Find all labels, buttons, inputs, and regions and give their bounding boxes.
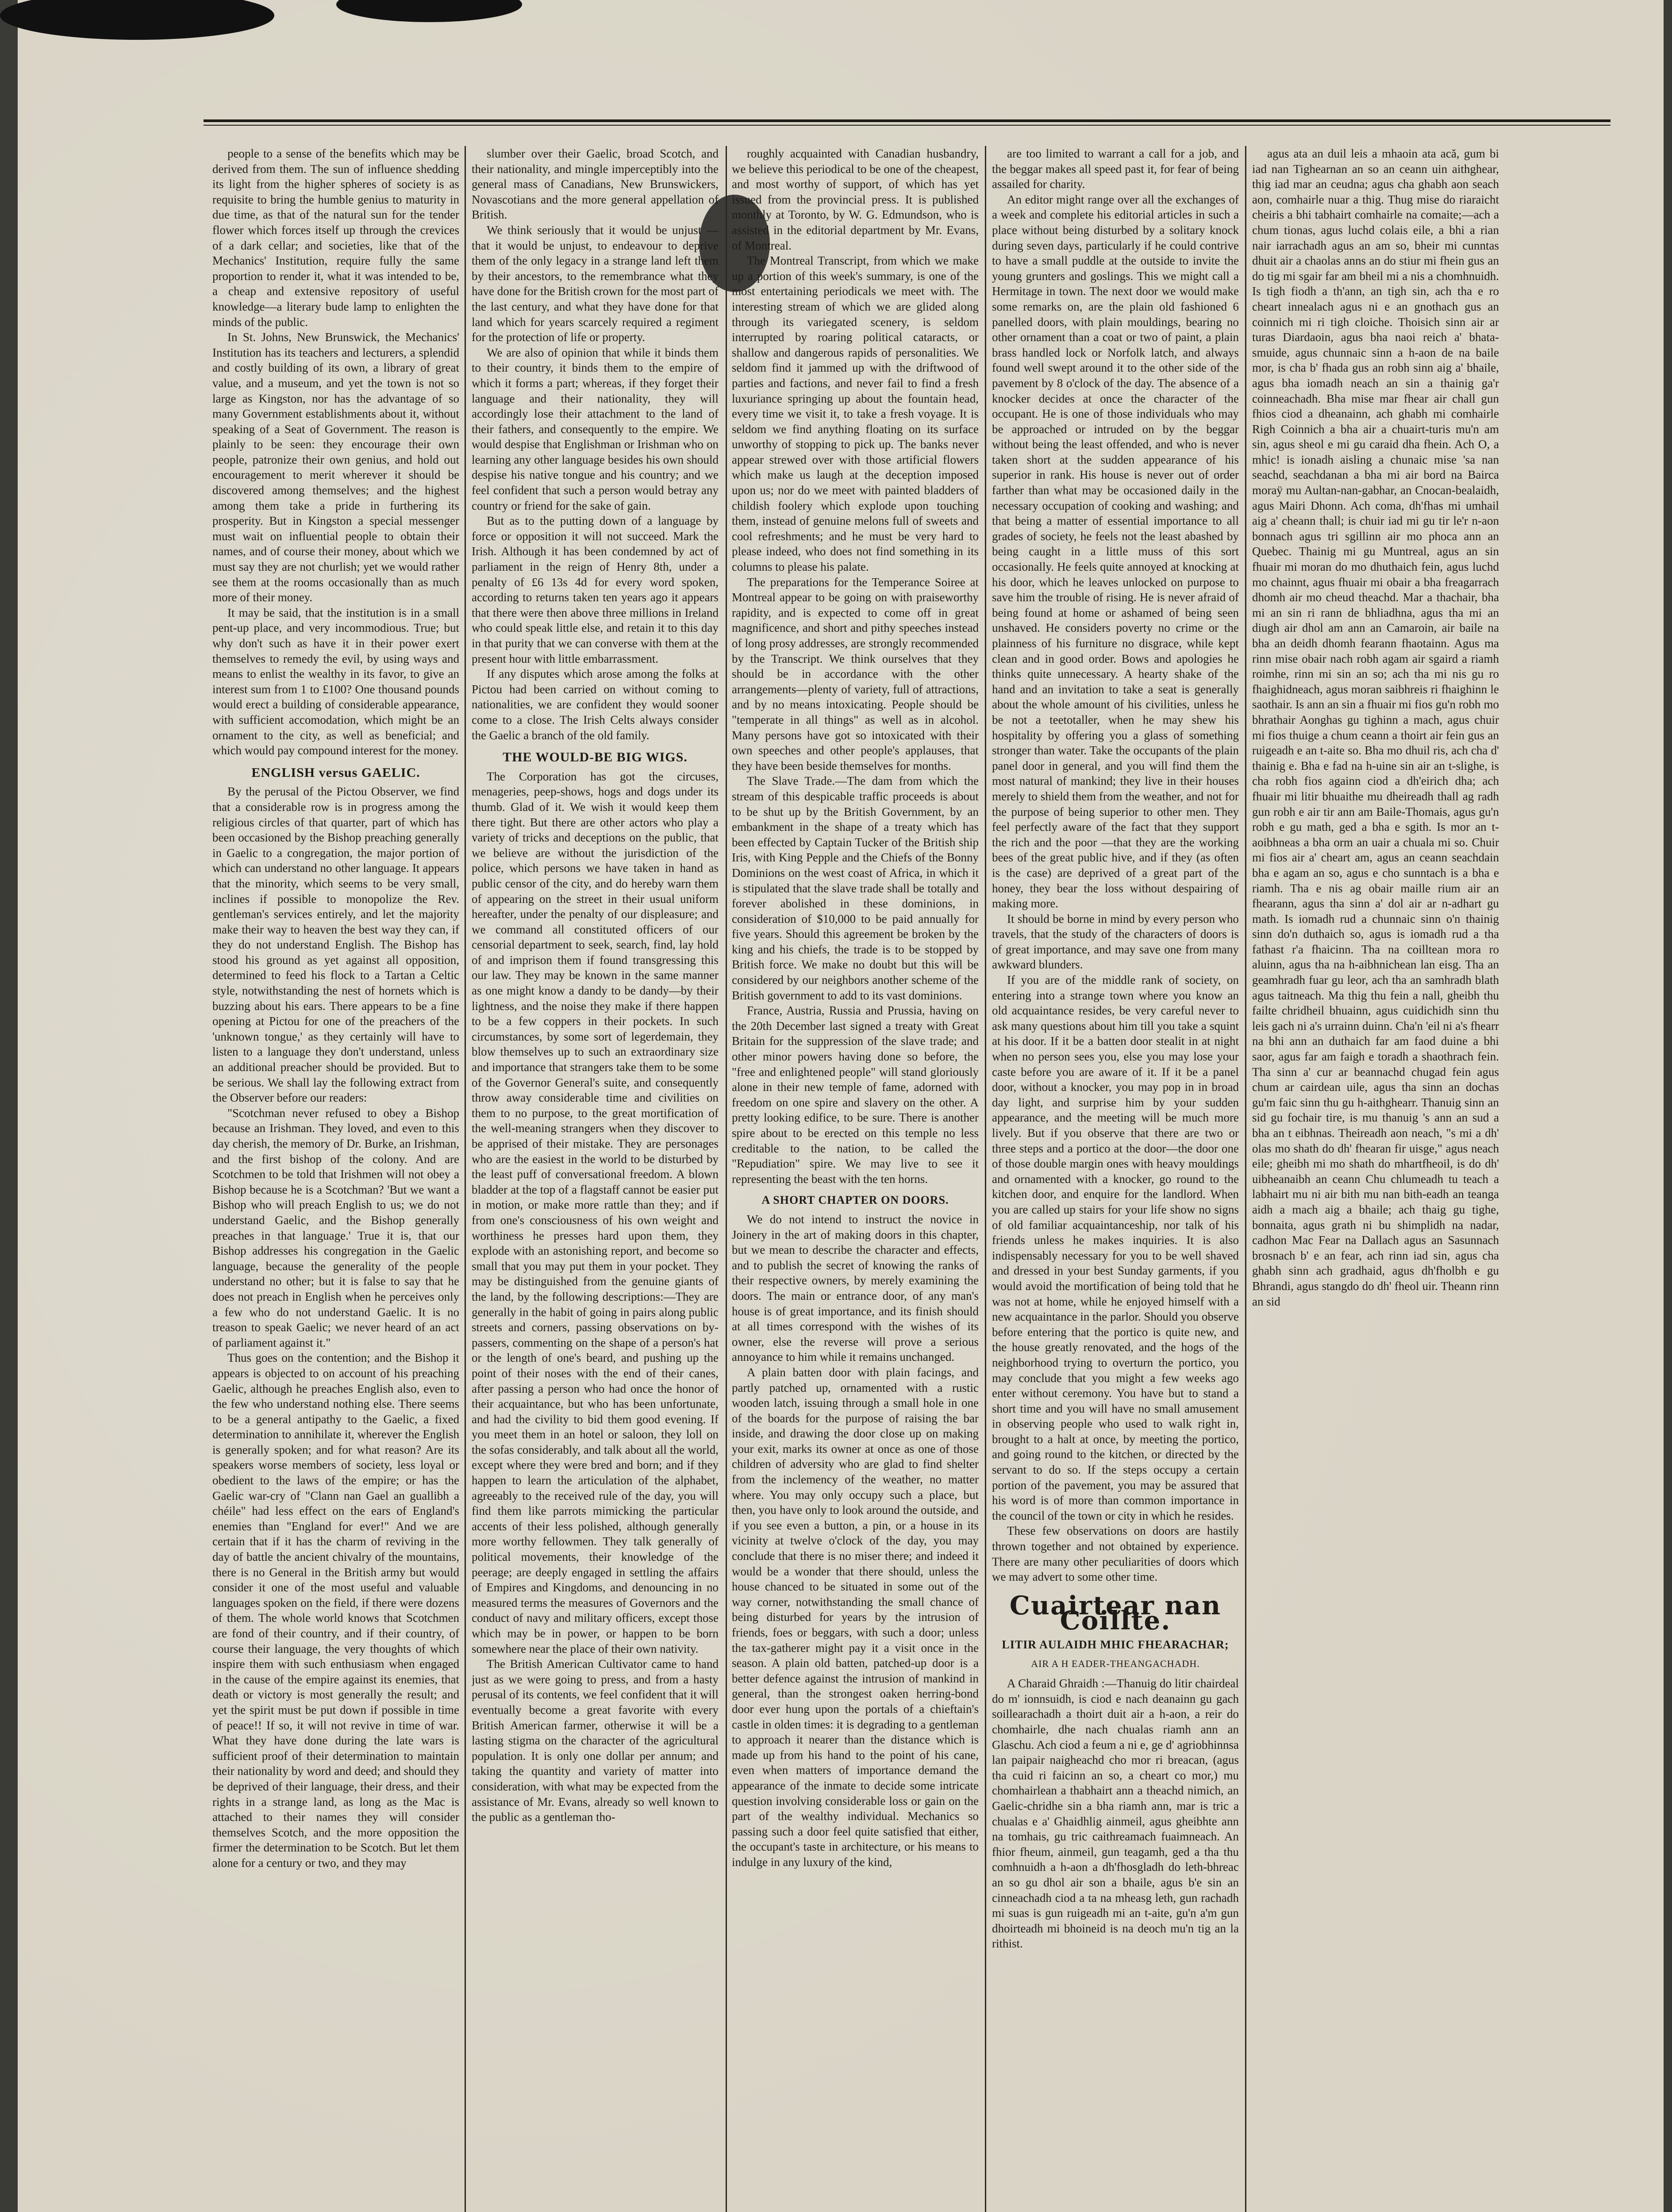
column-3 (732, 146, 979, 2212)
article-paragraph: It should be borne in mind by every person who travels, that the study of the characters of doors is of great importance, and may save one from many awkward blunders. (992, 912, 1239, 972)
article-paragraph: The Slave Trade.—The dam from which the stream of this despicable traffic proceeds is about to be shut up by the British Government, by an embankment in the shape of a treaty which has been effected by Captain Tucker of the British ship Iris, with King Pepple and the Chiefs of the Bonny Dominions on the west coast of Africa, in which it is stipulated that the slave trade shall be totally and forever abolished in these dominions, in consideration of $10,000 to be paid annually for five years. Should this agreement be broken by the king and his chiefs, the trade is to be stopped by British force. We make no doubt but this will be considered by our neighbors another scheme of the British government to add to its vast dominions. (732, 774, 979, 1002)
column-divider-2 (726, 146, 727, 2212)
header-rule (204, 119, 1611, 122)
article-paragraph: We are also of opinion that while it binds them to their country, it binds them to the empire of which it forms a part; whereas, if they forget their language and their nationality, they will accordingly lose their attachment to the land of their fathers, and consequently to the empire. We would despise that Englishman or Irishman who on learning any other language besides his own should despise his native tongue and his country; and we feel confident that such a person would betray any country or friend for the sake of gain. (472, 346, 719, 512)
article-paragraph: people to a sense of the benefits which may be derived from them. The sun of influence shedding its light from the higher spheres of society is as requisite to bring the humble genius to maturity in due time, as that of the natural sun for the tender flower which forces itself up through the crevices of a dark cellar; and societies, like that of the Mechanics' Institution, require fully the same proportion to render it, what it was intended to be, a cheap and extensive repository of useful knowledge—a literary bude lamp to enlighten the minds of the public. (212, 147, 459, 329)
article-paragraph: If you are of the middle rank of society, on entering into a strange town where you know an old acquaintance resides, be very careful never to ask many questions about him till you take a squint at his door. If it be a batten door stealit in at night when no person sees you, else you may lose your caste before you are aware of it. If it be a panel door, without a knocker, you may pop in in broad day light, and surprise him by your sudden appearance, and the meeting will be much more lively. But if you observe that there are two or three steps and a portico at the door—the door one of those double margin ones with heavy mouldings and ornamented with a knocker, go round to the kitchen door, and enquire for the landlord. When you are called up stairs for your life show no signs of old familiar acquaintanceship, nor talk of his friends unless he makes inquiries. It is also indispensably necessary for you to be well shaved and dressed in your best Sunday garments, if you would avoid the mortification of being told that he was not at home, while he enjoyed himself with a new acquaintance in the parlor. Should you observe before entering that the portico is quite new, and the house greatly renovated, and the hogs of the neighborhood trying to overturn the portico, you may conclude that you might a few weeks ago enter without ceremony. You have but to stand a short time and you will have no small amusement in observing people who used to walk right in, brought to a halt at once, by meeting the portico, and going round to the kitchen, or directed by the servant to do so. If the steps occupy a certain portion of the pavement, you may be assured that his word is of more than common importance in the council of the town or city in which he resides. (992, 973, 1239, 1522)
column-2 (472, 146, 719, 2212)
article-paragraph: The preparations for the Temperance Soiree at Montreal appear to be going on with praiseworthy rapidity, and is expected to come off in great magnificence, and short and pithy speeches instead of long prosy addresses, are strongly recommended by the Transcript. We think ourselves that they should be in accordance with the other arrangements—plenty of variety, full of attractions, and by no means intoxicating. People should be "temperate in all things" as well as in alcohol. Many persons have got so intoxicated with their own speeches and other people's applauses, that they have been beside themselves for months. (732, 575, 979, 772)
article-byline: AIR A H EADER-THEANGACHADH. (1031, 1658, 1200, 1669)
article-paragraph: An editor might range over all the exchanges of a week and complete his editorial articles in such a place without being disturbed by a solitary knock during seven days, particularly if he could contrive to have a small puddle at the outside to invite the young grunters and goslings. This we might call a Hermitage in town. The next door we would make some remarks on, are the plain old fashioned 6 panelled doors, with plain mouldings, bearing no other ornament than a coat or two of paint, a plain brass handled lock or Norfolk latch, and always found well swept around it to the other side of the pavement by 8 o'clock of the day. The absence of a knocker decides at once the character of the occupant. He is one of those individuals who may be approached or intruded on by the beggar without being the least offended, and who is never taken short at the sudden appearance of his superior in rank. His house is never out of order farther than what may be occasioned daily in the necessary occupation of cooking and washing; and that being a matter of essential importance to all grades of society, he feels not the least abashed by being caught in a little muss of this sort occasionally. He feels quite annoyed at knocking at his door, which he leaves unlocked on purpose to save him the trouble of rising. He is never afraid of being found at home or ashamed of being seen unshaved. He considers poverty no crime or the plainness of his furniture no disgrace, while kept clean and in good order. Bows and apologies he thinks quite unnecessary. A hearty shake of the hand and an invitation to take a seat is generally about the whole amount of his civilities, unless he be not a teetotaller, when he may shew his hospitality by offering you a glass of something stronger than water. Take the occupants of the plain panel door in general, and you will find them the most natural of mankind; they live in their houses merely to shield them from the weather, and not for the purpose of being superior to other men. They feel perfectly aware of the fact that they support the rich and the poor —that they are the working bees of the great public hive, and if they (as often is the case) are deprived of a great part of the honey, they bear the loss without despairing of making more. (992, 192, 1239, 910)
article-paragraph: "Scotchman never refused to obey a Bishop because an Irishman. They loved, and even to this day cherish, the memory of Dr. Burke, an Irishman, and the first bishop of the colony. And are Scotchmen to be told that Irishmen will not obey a Bishop because he is a Scotchman? 'But we want a Bishop who will preach English to us; we do not understand Gaelic, and the Bishop generally preaches in that language.' True it is, that our Bishop addresses his congregation in the Gaelic language, because the generality of the people understand no other; but it is false to say that he does not preach in English when he perceives only a few who do not understand Gaelic. It is no treason to speak Gaelic; we never heard of an act of parliament against it." (212, 1106, 459, 1349)
article-headline: THE WOULD-BE BIG WIGS. (503, 750, 688, 765)
article-paragraph: A plain batten door with plain facings, and partly patched up, ornamented with a rustic wooden latch, issuing through a small hole in one of the boards for the purpose of raising the bar inside, and drawing the door close up on making your exit, marks its owner at once as one of those children of adversity who are glad to find shelter from the inclemency of the weather, no matter where. You may only occupy such a place, but then, you have only to look around the outside, and if you see even a button, a pin, or a house in its vicinity at twelve o'clock of the day, you may conclude that there is no miser there; and indeed it would be a wonder that there should, unless the house chanced to be situated in some out of the way corner, notwithstanding the small chance of being disturbed for years by the intrusion of friends, foes or beggars, with such a door; unless the tax-gatherer might pay it a visit once in the season. A plain old batten, patched-up door is a better defence against the intrusion of mankind in general, than the strongest oaken herring-bond door ever hung upon the portals of a chieftain's castle in olden times: it is degrading to a gentleman to approach it nearer than the distance which is made up from his hand to the point of his cane, even when matters of importance demand the appearance of the inmate to decide some intricate question involving considerable loss or gain on the part of the wealthy individual. Mechanics so passing such a door feel quite satisfied that either, the occupant's taste in architecture, or his means to indulge in any luxury of the kind, (732, 1365, 979, 1869)
article-paragraph: roughly acquainted with Canadian husbandry, we believe this periodical to be one of the cheapest, and most worthy of support, of which has yet issued from the provincial press. It is published monthly at Toronto, by W. G. Edmundson, who is assisted in the editorial department by Mr. Evans, of Montreal. (732, 147, 979, 252)
column-1 (212, 146, 459, 2212)
column-5 (1252, 146, 1499, 2212)
article-paragraph: A Charaid Ghraidh :—Thanuig do litir chairdeal do m' ionnsuidh, is ciod e nach deanainn gu gach soillearachadh a thoirt duit air a h-aon, a reir do chomhairle, dhe nach chualas riamh ann an Glaschu. Ach ciod a feum a ni e, ge d' agriobhinnsa lan paipair naigheachd cho mor ri breacan, (agus tha cuid ri faicinn an so, a cheart co mor,) mu chomhairlean a thabhairt ann a theachd nimich, an Gaelic-chridhe sin a bha riamh ann, mar is tric a chualas e a' Ghaidhlig ainmeil, agus gheibhte ann na tomhais, gu tric caithreamach fuaimneach. An fhior fheum, ainmeil, gun teagamh, ged a tha thu comhnuidh a h-aon a dh'fhosgladh do leth-bhreac an so gu dhol air son a bhaile, agus b'e sin an cinneachadh ciod a ta na mheasg leth, gun rachadh mi suas is gun ruigeadh mi an t-aite, gu'n a'm gun dhoirteadh mi bhoineid is na deoch mu'n tig an la rithist. (992, 1677, 1239, 1951)
article-paragraph: The British American Cultivator came to hand just as we were going to press, and from a hasty perusal of its contents, we feel confident that it will eventually become a great favorite with every British American farmer, otherwise it will be a lasting stigma on the character of the agricultural population. It is only one dollar per annum; and taking the quantity and variety of matter into consideration, with what may be expected from the assistance of Mr. Evans, already so well known to the public as a gentleman tho- (472, 1657, 719, 1824)
article-paragraph: Thus goes on the contention; and the Bishop it appears is objected to on account of his preaching Gaelic, although he preaches English also, even to the few who understand nothing else. There seems to be a general antipathy to the Gaelic, a fixed determination to annihilate it, wherever the English is generally spoken; and for what reason? Are its speakers worse members of society, less loyal or obedient to the laws of the empire; or has the Gaelic war-cry of "Clann nan Gael an guallibh a chéile" had less effect on the ears of England's enemies than "England for ever!" And we are certain that if it has the charm of reviving in the day of battle the ancient chivalry of the mountains, there is no General in the British army but would consider it one of the most useful and valuable languages spoken on the field, if there were dozens of them. The whole world knows that Scotchmen are fond of their country, and if their country, of course their language, the very thoughts of which inspire them with such enthusiasm when engaged in the cause of the empire against its enemies, that death or victory is most generally the result; and yet the spirit must be put down if possible in time of peace!! If so, it will not revive in time of war. What they have done during the late wars is sufficient proof of their determination to maintain their nationality by word and deed; and should they be deprived of their language, their dress, and their rights in a strange land, as long as the Mac is attached to their names they will consider themselves Scotch, and the more opposition the firmer the determination to be Scotch. But let them alone for a century or two, and they may (212, 1351, 459, 1870)
article-paragraph: France, Austria, Russia and Prussia, having on the 20th December last signed a treaty with Great Britain for the suppression of the slave trade; and other minor powers having done so before, the "free and enlightened people" will stand gloriously alone in their new temple of fame, adorned with freedom on one spire and slavery on the other. A pretty looking edifice, to be sure. There is another spire about to be erected on this temple no less creditable to the nation, to be called the "Repudiation" spire. We may live to see it representing the beast with the ten horns. (732, 1004, 979, 1186)
article-paragraph: We think seriously that it would be unjust —that it would be unjust, to endeavour to deprive them of the only legacy in a strange land left them by their ancestors, to the remembrance what they have done for the British crown for the most part of the last century, and what they have done for that land which for years scarcely required a regiment for the protection of life or property. (472, 223, 719, 344)
article-paragraph: It may be said, that the institution is in a small pent-up place, and very incommodious. True; but why don't such as have it in their power exert themselves to remedy the evil, by using ways and means to enlist the wealthy in its favor, to give an interest sum from 1 to £100? One thousand pounds would erect a building of considerable appearance, with sufficient accomodation, which might be an ornament to the city, as well as beneficial; and which would pay compound interest for the money. (212, 606, 459, 757)
article-paragraph: If any disputes which arose among the folks at Pictou had been carried on without coming to nationalities, we are confident they would sooner come to a close. The Irish Celts always consider the Gaelic a branch of the old family. (472, 667, 719, 742)
article-paragraph: In St. Johns, New Brunswick, the Mechanics' Institution has its teachers and lecturers, a splendid and costly building of its own, a library of great value, and a museum, and yet the town is not so large as Kingston, nor has the advantage of so many Government establishments about it, without speaking of a Seat of Government. The reason is plainly to be seen: they encourage their own people, patronize their own genius, and hold out encouragement to merit wherever it should be discovered among themselves; and the highest among them take a pride in furthering its prosperity. But in Kingston a special messenger must wait on influential people to obtain their names, and of course their money, about which we must say they are not churlish; yet we would rather see them at the rooms occasionally than as much more of their money. (212, 330, 459, 604)
article-subheadline: A SHORT CHAPTER ON DOORS. (761, 1194, 949, 1207)
header-rule-thin (204, 125, 1611, 126)
article-paragraph: slumber over their Gaelic, broad Scotch, and their nationality, and mingle imperceptibly into the general mass of Canadians, New Brunswickers, Novascotians and the more general appellation of British. (472, 147, 719, 222)
article-paragraph: agus ata an duil leis a mhaoin ata acă, gum bi iad nan Tighearnan an so an ceann uin aithghear, thig iad mar an ceudna; agus cha ghabh aon seach aon, comhairle nuar a thig. Thug mise do riaraicht cheiris a bhi tabhairt comhairle na comaite;—ach a chum tionas, agus luchd colais eile, a bhi a rian nair iarrachadh agus an am so, bheir mi cunntas dhuit air a chaolas anns an do stiur mi fhein gus an do tig mi sgair far am bheil mi a nis a chomhnuidh. Is tigh fiodh a th'ann, an tigh sin, ach tha e ro cheart innealach agus ni e an gnothach gus an coinnich mi ri tigh cloiche. Thoisich sinn air ar turas Diardaoin, agus bha naoi reich a' bhata-smuide, agus chunnaic sinn a h-aon de na baile mor, is cha b' fhada gus an robh sinn aig a' bhaile, agus bha iomadh neach an sin a thainig ga'r coinneachadh. Bha mise mar fhear air chall gun fhios ciod a dheanainn, ach ghabh mi comhairle Righ Coinnich a bha air a chuairt-turis mu'n am sin, agus sheol e mi gu caraid dha fhein. Ach O, a mhic! is ionadh aisling a chunaic mise 'sa nan seachd, seachdanan a bha mi air bord na Bairca moraÿ mu Aultan-nan-gabhar, an Cnocan-bealaidh, agus Mairi Dhonn. Ach coma, dh'fhas mi umhail aig a' cheann thall; is chuir iad mi gu tir le'r n-aon bonnach agus tri sgillinn air mo phoca ann an Quebec. Thainig mi gu Muntreal, agus an sin fhuair mi moran do mo dhuthaich fein, agus luchd mo chainnt, agus fhuair mi obair a bha freagarrach dhomh air mo cheud theachd. Mar a thachair, bha mi an sin ri rann de bhliadhna, agus tha mi an diugh air dhol am ann an Camaroin, air baile na bha an deidh dhomh fearann fhaotainn. Agus ma rinn mise obair nach robh agam air sgaird a riamh roimhe, rinn mi sin an so; ach tha mi nis gu ro fhaighidneach, agus moran saibhreis ri fhaighinn le saothair. Is ann an sin a fhuair mi fios gu'n robh mo bhrathair Aonghas gu tighinn a mach, agus chuir mi fios thuige a chum ceann a thoirt air fein gus an ruigeadh e an t-aite so. Bha mo dhuil ris, ach cha d' thainig e. Bha e fad na h-uine sin air an t-slighe, is cha robh fios againn ciod a dh'eirich dha; ach fhuair mi litir bhuaithe mu dheireadh thall ag radh gun robh e air tir ann am Baile-Thomais, agus gu'n robh e gu math, ged a bha e sgith. Is mor an t-aoibhneas a bha orm an uair a chuala mi so. Chuir mi fios air a' cheart am, agus an ceann seachdain bha e agam an so, agus e cho sunntach is a bha e riamh. Tha e nis ag obair maille rium air an fhearann, agus tha sinn a' dol air ar n-adhart gu math. Is iomadh rud a chunnaic sinn o'n thainig sinn do'n duthaich so, agus is iomadh rud a tha fathast r'a fhaicinn. Tha na coilltean mora ro aluinn, agus tha na h-aibhnichean lan eisg. Tha an geamhradh fuar gu leor, ach tha an samhradh blath agus taitneach. Ma thig thu fein a nall, gheibh thu failte chridheil bhuainn, agus cuidichidh sinn thu leis gach ni a's urrainn duinn. Cha'n 'eil ni a's fhearr na bhi ann an duthaich far am faod duine a bhi saor, agus far am faigh e toradh a shaothrach fein. Tha sinn a' cur ar beannachd chugad fein agus chum ar cairdean uile, agus tha sinn an dochas gu'm faic sinn thu gu h-aithghearr. Thanuig sinn an sid gu fochair tire, is mu thanuig 's ann an sud a bha an t eibhnas. Theireadh aon neach, "s mi a dh' olas mo shath do dh' fhearan fir uisge," agus neach eile; gheibh mi mo shath do mhartfheoil, is do dh' uibheanaibh an ceann Chu chlumeadh tu teach a labhairt mu ni air bith mu nan bith-eadh an teanga aidh a mach aig a bhaile; ach thaig gu tighe, bonnaita, agus grath ni bu shimplidh na nadar, cadhon Mac Fear na Dallach agus an Sasunnach brosnach b' e an fear, ach rinn iad sin, agus cha ghabh sinn ach gradhaid, agus dh'fholbh e gu Bhrandi, agus stangdo do dh' fheol uir. Theann rinn an sid (1252, 147, 1499, 1308)
article-paragraph: By the perusal of the Pictou Observer, we find that a considerable row is in progress among the religious circles of that quarter, part of which has been occasioned by the Bishop preaching generally in Gaelic to a congregation, the major portion of which can understand no other language. It appears that the minority, which seems to be very small, inclines if possible to monopolize the Rev. gentleman's services entirely, and let the majority make their way to heaven the best way they can, if they do not understand English. The Bishop has stood his ground as yet against all opposition, determined to feed his flock to a Tartan a Celtic style, notwithstanding the nest of hornets which is buzzing about his ears. There appears to be a fine opening at Pictou for one of the preachers of the 'unknown tongue,' as they certainly will have to listen to a language they don't understand, unless an additional preacher should be provided. But to be serious. We shall lay the following extract from the Observer before our readers: (212, 785, 459, 1105)
section-masthead: Cuairtear nan Coillte. (1009, 1590, 1222, 1636)
article-paragraph: The Montreal Transcript, from which we make up a portion of this week's summary, is one of the most entertaining periodicals we meet with. The interesting stream of which we are glided along through its variegated scenery, is seldom interrupted by roaring political cataracts, or shallow and dangerous rapids of personalities. We seldom find it jammed up with the driftwood of parties and factions, and never fail to find a fresh luxuriance springing up about the fountain head, every time we visit it, to take a fresh voyage. It is seldom we find anything floating on its surface unworthy of stopping to pick up. The banks never appear strewed over with those artificial flowers which make us laugh at the deception imposed upon us; nor do we meet with painted bladders of childish foolery which explode upon touching them, instead of genuine melons full of sweets and cool refreshments; and he must be very hard to please indeed, who does not find something in its columns to please his palate. (732, 254, 979, 574)
column-divider-3 (985, 146, 986, 2212)
newspaper-page (18, 0, 1664, 2212)
article-headline: ENGLISH versus GAELIC. (251, 765, 420, 780)
article-paragraph: But as to the putting down of a language by force or opposition it will not succeed. Mark the Irish. Although it has been condemned by act of parliament in the reign of Henry 8th, under a penalty of £6 13s 4d for every word spoken, according to returns taken ten years ago it appears that there were then above three millions in Ireland who could speak little else, and retain it to this day in that purity that we can converse with them at the present hour with little embarrassment. (472, 514, 719, 665)
column-4 (992, 146, 1239, 2212)
ink-blot-top-left (0, 0, 274, 40)
column-divider-1 (465, 146, 466, 2212)
article-paragraph: The Corporation has got the circuses, menageries, peep-shows, hogs and dogs under its thumb. Glad of it. We wish it would keep them there tight. But there are other actors who play a variety of tricks and deceptions on the public, that we believe are without the jurisdiction of the police, which persons we have taken in hand as public censor of the city, and do hereby warn them of appearing on the street in their usual uniform hereafter, under the penalty of our displeasure; and we command all constituted officers of our censorial department to seek, search, find, lay hold of and imprison them if found transgressing this our law. They may be known in the same manner as one might know a dandy to be dandy—by their lightness, and the noise they make if there happen to be a few coppers in their pockets. In such circumstances, by some sort of legerdemain, they blow themselves up to such an extraordinary size and importance that strangers take them to be some of the Governor General's suite, and consequently throw away considerable time and civilities on them to no purpose, to the great mortification of the well-meaning strangers when they discover to be apprised of their mistake. They are personages who are the easiest in the world to be disturbed by the least puff of conversational freedom. A blown bladder at the top of a flagstaff cannot be easier put in motion, or make more rattle than they; and if from one's consciousness of his own weight and worthiness he presses hard upon them, they explode with an astonishing report, and become so small that you may put them in your pocket. They may be distinguished from the genuine giants of the land, by the following descriptions:—They are generally in the habit of going in pairs along public streets and corners, passing observations on by-passers, commenting on the shape of a person's hat or the length of one's beard, and pushing up the point of their noses with the end of their canes, after passing a person who had once the honor of their acquaintance, but who has been unfortunate, and had the civility to bid them good evening. If you meet them in an hotel or saloon, they loll on the sofas considerably, and talk about all the world, except where they were bred and born; and if they happen to learn the articulation of the alphabet, agreeably to the received rule of the day, you will find them like parrots mimicking the particular accents of their less polished, although generally more worthy fellowmen. They talk generally of political movements, their knowledge of the peerage; are deeply engaged in settling the affairs of Empires and Kingdoms, and denouncing in no measured terms the measures of Governors and the conduct of navy and military officers, except those which may be in power, or happen to be born somewhere near the place of their own nativity. (472, 769, 719, 1655)
article-paragraph: are too limited to warrant a call for a job, and the beggar makes all speed past it, for fear of being assailed for charity. (992, 147, 1239, 191)
article-paragraph: We do not intend to instruct the novice in Joinery in the art of making doors in this chapter, but we mean to describe the character and effects, and to publish the secret of knowing the ranks of their respective owners, by merely examining the doors. The main or entrance door, of any man's house is of great importance, and its finish should at all times correspond with the wishes of its owner, else the reverse will prove a serious annoyance to him while it remains unchanged. (732, 1212, 979, 1364)
column-divider-4 (1245, 146, 1246, 2212)
article-paragraph: These few observations on doors are hastily thrown together and not obtained by experience. There are many other peculiarities of doors which we may advert to some other time. (992, 1524, 1239, 1584)
article-subheadline: LITIR AULAIDH MHIC FHEARACHAR; (1002, 1638, 1229, 1651)
ink-blot-top-mid (336, 0, 522, 22)
